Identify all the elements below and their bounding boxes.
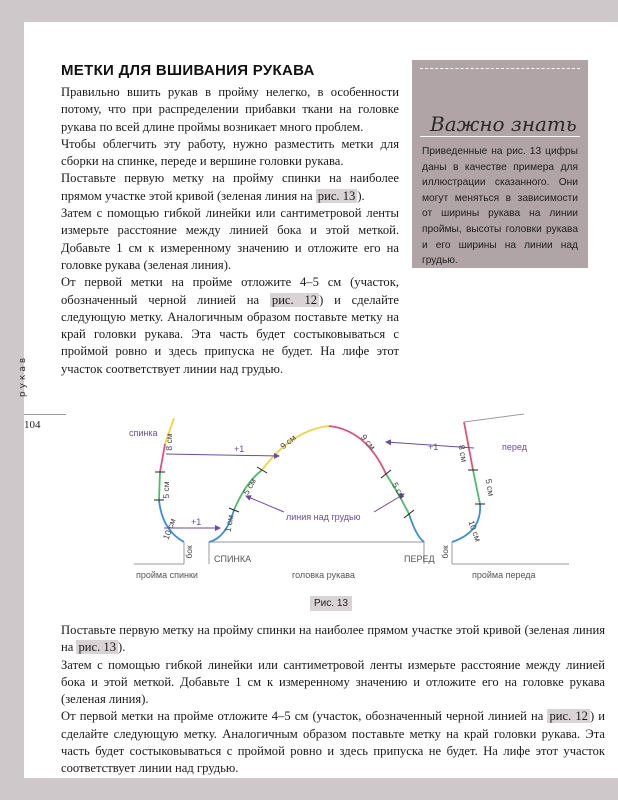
bottom-paragraph-2: Затем с помощью гибкой линейки или сантиметровой ленты измерьте расстояние между линией бока и этой меткой. Добавьте 1 см к измеренному значению и отложите его на головке рукава (зеленая линия). [61,657,605,707]
note-title: Важно знать [430,112,577,136]
back-10cm: 10 см [160,516,178,541]
plus-left-bottom: +1 [191,517,202,527]
front-armhole-green [473,470,480,504]
front-side-label: бок [440,545,450,559]
front-shoulder-outline [464,414,524,422]
important-note-box [412,60,588,268]
section-heading: МЕТКИ ДЛЯ ВШИВАНИЯ РУКАВА [61,62,315,79]
sleeve-cap-pink [329,426,386,474]
line-over-chest-label: линия над грудью [286,512,361,522]
back-armhole-green [159,472,160,500]
bottom-paragraph-3: От первой метки на пройме отложите 4–5 см (участок, обозначенный черной линией на рис. 12 ) и сделайте следующую метку. Аналогичным образом поставьте метку на край головки рукава. Эта часть будет состыковываться с проймой ровно и здесь припуска не будет. На лифе этот участок соответствует линии над грудью. [61,709,605,776]
sleeve-marks-diagram [24,412,618,590]
pered-label: ПЕРЕД [404,554,435,564]
back-5cm: 5 см [161,481,171,499]
section-side-label: рукав [18,354,29,398]
back-top-label: спинка [129,428,158,438]
note-body: Приведенные на рис. 13 цифры даны в качестве примера для иллюстрации сказанного. Они могут меняться в зависимости от ширины рукава на линии проймы, высоты головки рукава и его ширины на линии над грудью. [422,146,578,267]
cap-9cm-left: 9 см [278,432,298,452]
figure-reference: рис. 12 [271,292,318,307]
cap-5cm-right: 5 см [389,480,408,501]
cap-9cm-right: 9 см [358,432,378,452]
bottom-paragraph-1: Поставьте первую метку на пройму спинки на наиболее прямом участке этой кривой (зеленая линия на рис. 13 ). [61,623,605,655]
bottom-text [61,622,605,778]
front-top-label: перед [502,442,527,452]
note-title-rule [420,136,580,137]
back-8cm: 8 см [164,433,174,451]
front-5cm: 5 см [483,478,497,497]
page-number: 104 [24,414,66,431]
note-dashed-rule [420,68,580,69]
back-side-label: бок [184,545,194,559]
intro-paragraph-1: Правильно вшить рукав в пройму нелегко, в особенности потому, что при распределении прибавки ткани на головке рукава по всей длине проймы возникает много проблем. [61,85,399,134]
armhole-back-label: пройма спинки [136,570,198,580]
intro-paragraph-4: Затем с помощью гибкой линейки или сантиметровой ленты измерьте расстояние между линией бока и этой меткой. Добавьте 1 см к измеренному значению и отложите его на головке рукава (зеленая линия). [61,206,399,272]
armhole-front-label: пройма переда [472,570,536,580]
intro-paragraph-2: Чтобы облегчить эту работу, нужно разместить метки для сборки на спинке, переде и вершине головки рукава. [61,136,399,169]
notch-ticks [154,467,485,518]
intro-paragraph-5: От первой метки на пройме отложите 4–5 см (участок, обозначенный черной линией на рис. 12 ) и сделайте следующую метку. Аналогичным образом поставьте метку на край головки рукава. Эта часть будет состыковываться с проймой ровно и здесь припуска не будет. На лифе этот участок соответствует линии над грудью. [61,275,399,376]
plus-right-top: +1 [428,442,439,452]
sleeve-cap-blue-right [409,514,424,542]
cap-1cm-left: 1 см [222,514,236,533]
sleeve-cap-yellow [262,426,329,470]
figure-reference: рис. 13 [317,188,356,203]
figure-reference: рис. 12 [549,709,588,724]
plus-left-top: +1 [234,444,245,454]
intro-text [61,84,399,378]
intro-paragraph-3: Поставьте первую метку на пройму спинки на наиболее прямом участке этой кривой (зеленая линия на рис. 13 ). [61,171,399,203]
figure-reference: рис. 13 [78,640,117,655]
front-10cm: 10 см [466,518,484,543]
spinka-label: СПИНКА [214,554,252,564]
sleeve-cap-label: головка рукава [292,570,355,580]
book-page [18,22,618,778]
front-8cm: 8 см [456,444,470,463]
cap-5cm-left: 5 см [240,476,259,497]
figure-caption: Рис. 13 [310,596,352,611]
